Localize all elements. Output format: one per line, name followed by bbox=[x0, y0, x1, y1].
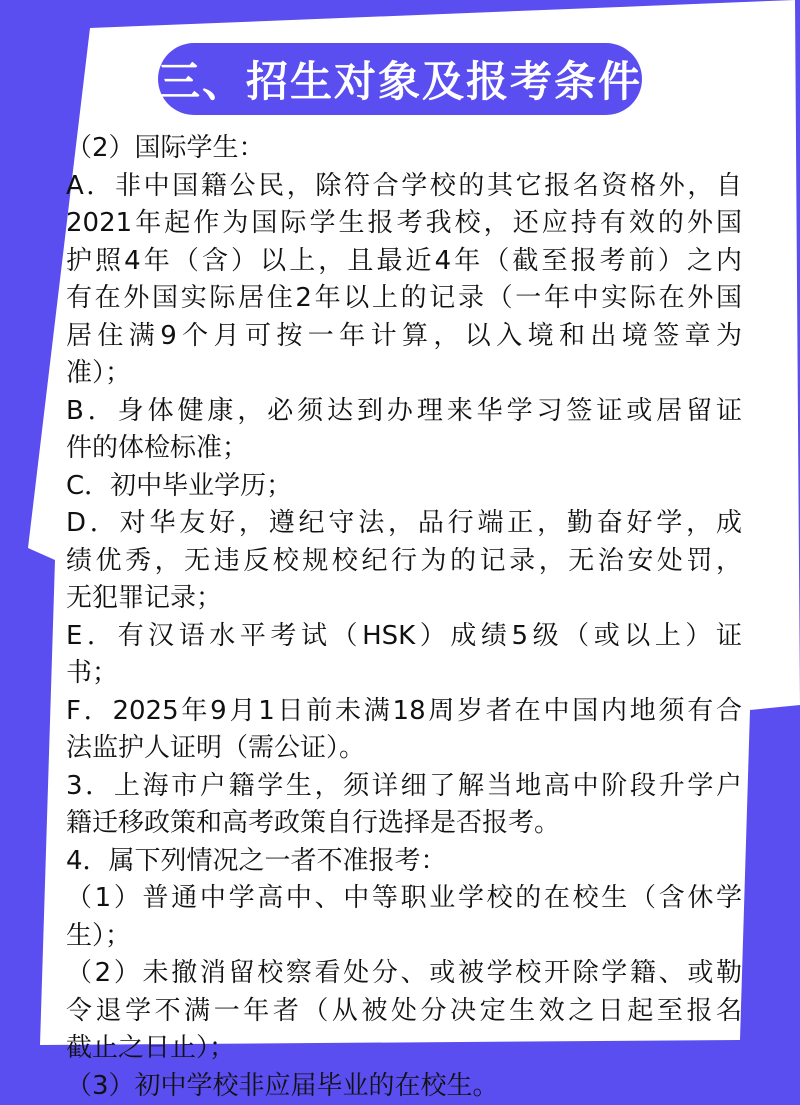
text-line: 3．上海市户籍学生，须详细了解当地高中阶段升学户 bbox=[66, 768, 742, 806]
text-line: 令退学不满一年者（从被处分决定生效之日起至报名 bbox=[66, 993, 742, 1031]
text-line: F．2025年9月1日前未满18周岁者在中国内地须有合 bbox=[66, 693, 742, 731]
text-line: 法监护人证明（需公证）。 bbox=[66, 730, 742, 768]
text-line: 生）； bbox=[66, 918, 742, 956]
text-line: E．有汉语水平考试（HSK）成绩5级（或以上）证 bbox=[66, 618, 742, 656]
section-title: 三、招生对象及报考条件 bbox=[158, 49, 642, 109]
text-line: C．初中毕业学历； bbox=[66, 468, 742, 506]
document-body bbox=[66, 130, 742, 1105]
text-line: 籍迁移政策和高考政策自行选择是否报考。 bbox=[66, 805, 742, 843]
text-line: D．对华友好，遵纪守法，品行端正，勤奋好学，成 bbox=[66, 505, 742, 543]
text-line: 2021年起作为国际学生报考我校，还应持有效的外国 bbox=[66, 205, 742, 243]
text-line: 件的体检标准； bbox=[66, 430, 742, 468]
text-line: 4．属下列情况之一者不准报考： bbox=[66, 843, 742, 881]
text-line: 居住满9个月可按一年计算，以入境和出境签章为 bbox=[66, 318, 742, 356]
text-line: 绩优秀，无违反校规校纪行为的记录，无治安处罚， bbox=[66, 543, 742, 581]
text-line: B．身体健康，必须达到办理来华学习签证或居留证 bbox=[66, 393, 742, 431]
section-title-badge bbox=[158, 43, 642, 115]
text-line: 护照4年（含）以上，且最近4年（截至报考前）之内 bbox=[66, 243, 742, 281]
text-line: 书； bbox=[66, 655, 742, 693]
text-line: （1）普通中学高中、中等职业学校的在校生（含休学 bbox=[66, 880, 742, 918]
text-line: （3）初中学校非应届毕业的在校生。 bbox=[66, 1068, 742, 1105]
text-line: （2）未撤消留校察看处分、或被学校开除学籍、或勒 bbox=[66, 955, 742, 993]
text-line: 无犯罪记录； bbox=[66, 580, 742, 618]
text-line: A．非中国籍公民，除符合学校的其它报名资格外，自 bbox=[66, 168, 742, 206]
text-line: 有在外国实际居住2年以上的记录（一年中实际在外国 bbox=[66, 280, 742, 318]
text-line: 截止之日止）； bbox=[66, 1030, 742, 1068]
text-line: 准）； bbox=[66, 355, 742, 393]
text-line: （2）国际学生： bbox=[66, 130, 742, 168]
